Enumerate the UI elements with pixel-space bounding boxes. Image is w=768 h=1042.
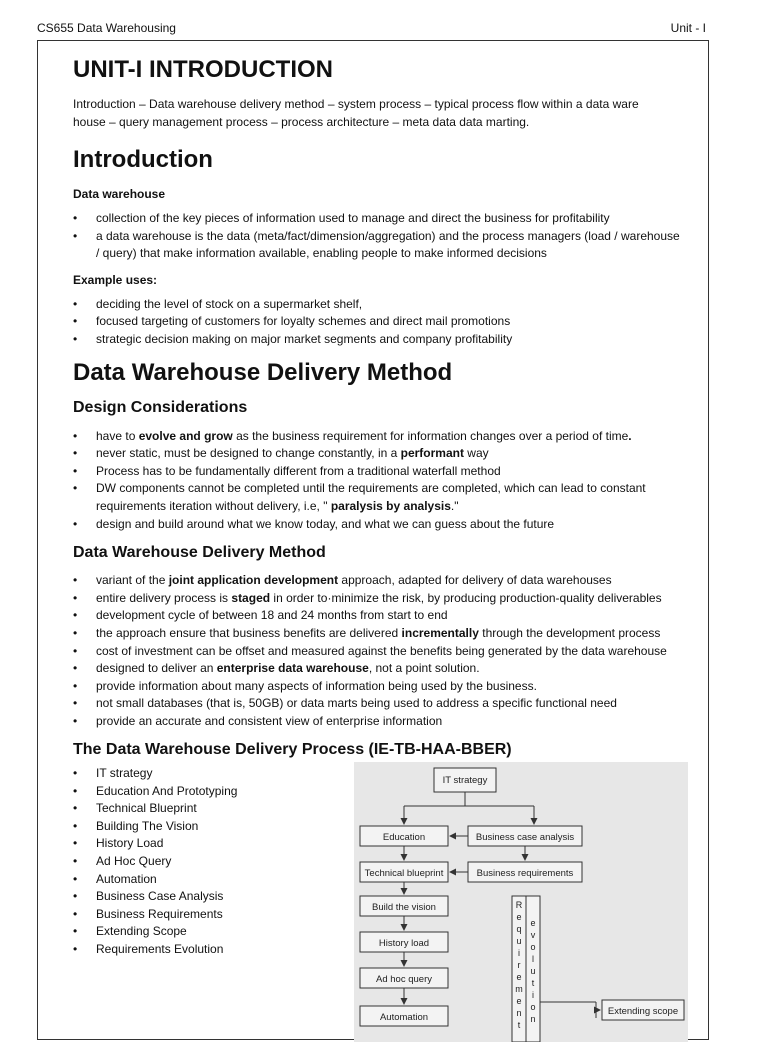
list-item: • not small databases (that is, 50GB) or data marts being used to address a specific functional need	[73, 695, 683, 713]
req-letter: m	[515, 984, 523, 994]
it-strategy-label: IT strategy	[442, 775, 488, 786]
method-heading: Data Warehouse Delivery Method	[73, 544, 326, 562]
req-letter: r	[517, 960, 521, 970]
list-item: • deciding the level of stock on a supermarket shelf,	[73, 296, 683, 314]
list-item: • Automation	[73, 871, 313, 889]
unit-title: UNIT-I INTRODUCTION	[73, 56, 333, 83]
unit-label: Unit - I	[670, 21, 706, 35]
dw-label: Data warehouse	[73, 187, 166, 201]
list-item: • IT strategy	[73, 765, 313, 783]
list-item: • have to evolve and grow as the business requirement for information changes over a period of time.	[73, 428, 683, 446]
list-item: • the approach ensure that business benefits are delivered incrementally through the development process	[73, 625, 683, 643]
req-letter: u	[516, 936, 522, 946]
introduction-heading: Introduction	[73, 146, 213, 173]
list-item: • focused targeting of customers for loyalty schemes and direct mail promotions	[73, 313, 683, 331]
req-letter: t	[517, 1020, 521, 1030]
list-item: • History Load	[73, 835, 313, 853]
list-item: • DW components cannot be completed until the requirements are completed, which can lead to constant requirements iteration without delivery, i.e, " paralysis by analysis."	[73, 480, 683, 515]
list-item: • Ad Hoc Query	[73, 853, 313, 871]
evo-letter: n	[530, 1014, 536, 1024]
method-list	[73, 572, 683, 730]
list-item: • Business Case Analysis	[73, 888, 313, 906]
course-title: CS655 Data Warehousing	[37, 21, 176, 35]
list-item: • Process has to be fundamentally different from a traditional waterfall method	[73, 463, 683, 481]
history-load-label: History load	[378, 938, 430, 949]
req-letter: i	[518, 948, 520, 958]
req-letter: q	[516, 924, 522, 934]
list-item: • Requirements Evolution	[73, 941, 313, 959]
req-letter: e	[516, 996, 522, 1006]
technical-blueprint-label: Technical blueprint	[364, 868, 444, 879]
list-item: • entire delivery process is staged in order to·minimize the risk, by producing production-quality deliverables	[73, 590, 683, 608]
list-item: • development cycle of between 18 and 24 months from start to end	[73, 607, 683, 625]
examples-label: Example uses:	[73, 272, 158, 287]
evo-letter: i	[532, 990, 534, 1000]
delivery-method-heading: Data Warehouse Delivery Method	[73, 358, 453, 386]
list-item: • Technical Blueprint	[73, 800, 313, 818]
list-item: • Extending Scope	[73, 923, 313, 941]
evo-letter: t	[531, 978, 535, 988]
design-considerations-heading: Design Considerations	[73, 398, 248, 416]
dw-list	[73, 210, 683, 263]
education-label: Education	[382, 832, 426, 843]
list-item: • Building The Vision	[73, 818, 313, 836]
evo-letter: e	[530, 918, 536, 928]
req-letter: e	[516, 972, 522, 982]
req-letter: n	[516, 1008, 522, 1018]
delivery-process-heading: The Data Warehouse Delivery Process (IE-TB-HAA-BBER)	[73, 741, 512, 759]
automation-label: Automation	[379, 1012, 429, 1023]
extending-scope-label: Extending scope	[607, 1006, 679, 1017]
design-list	[73, 428, 683, 534]
list-item: • provide an accurate and consistent view of enterprise information	[73, 713, 683, 731]
evo-letter: l	[532, 954, 534, 964]
page-body	[73, 55, 683, 760]
content-frame	[37, 40, 709, 1040]
evo-letter: v	[530, 930, 536, 940]
list-item: • strategic decision making on major market segments and company profitability	[73, 331, 683, 349]
req-letter: R	[515, 900, 523, 910]
evo-letter: u	[530, 966, 536, 976]
delivery-process-diagram	[354, 762, 688, 1042]
business-case-label: Business case analysis	[475, 832, 575, 843]
build-vision-label: Build the vision	[372, 902, 436, 913]
evo-letter: o	[530, 942, 536, 952]
list-item: • Business Requirements	[73, 906, 313, 924]
diagram-svg	[354, 762, 688, 1042]
list-item: • never static, must be designed to change constantly, in a performant way	[73, 445, 683, 463]
page-header	[37, 21, 706, 35]
process-steps-list	[73, 765, 313, 959]
list-item: • design and build around what we know today, and what we can guess about the future	[73, 516, 683, 534]
intro-paragraph: Introduction – Data warehouse delivery method – system process – typical process flow within a data ware house – query management process – process architecture – meta data data marting.	[73, 97, 639, 129]
list-item: • cost of investment can be offset and measured against the benefits being generated by the data warehouse	[73, 643, 683, 661]
list-item: • Education And Prototyping	[73, 783, 313, 801]
examples-list	[73, 296, 683, 349]
ad-hoc-query-label: Ad hoc query	[376, 974, 432, 985]
list-item: • collection of the key pieces of information used to manage and direct the business for profitability	[73, 210, 683, 228]
evo-letter: o	[530, 1002, 536, 1012]
list-item: • a data warehouse is the data (meta/fact/dimension/aggregation) and the process managers (load / warehouse / query) that make information available, enabling people to make informed decisions	[73, 228, 683, 263]
list-item: • variant of the joint application development approach, adapted for delivery of data warehouses	[73, 572, 683, 590]
business-requirements-label: Business requirements	[476, 868, 574, 879]
req-letter: e	[516, 912, 522, 922]
list-item: • provide information about many aspects of information being used by the business.	[73, 678, 683, 696]
list-item: • designed to deliver an enterprise data warehouse, not a point solution.	[73, 660, 683, 678]
